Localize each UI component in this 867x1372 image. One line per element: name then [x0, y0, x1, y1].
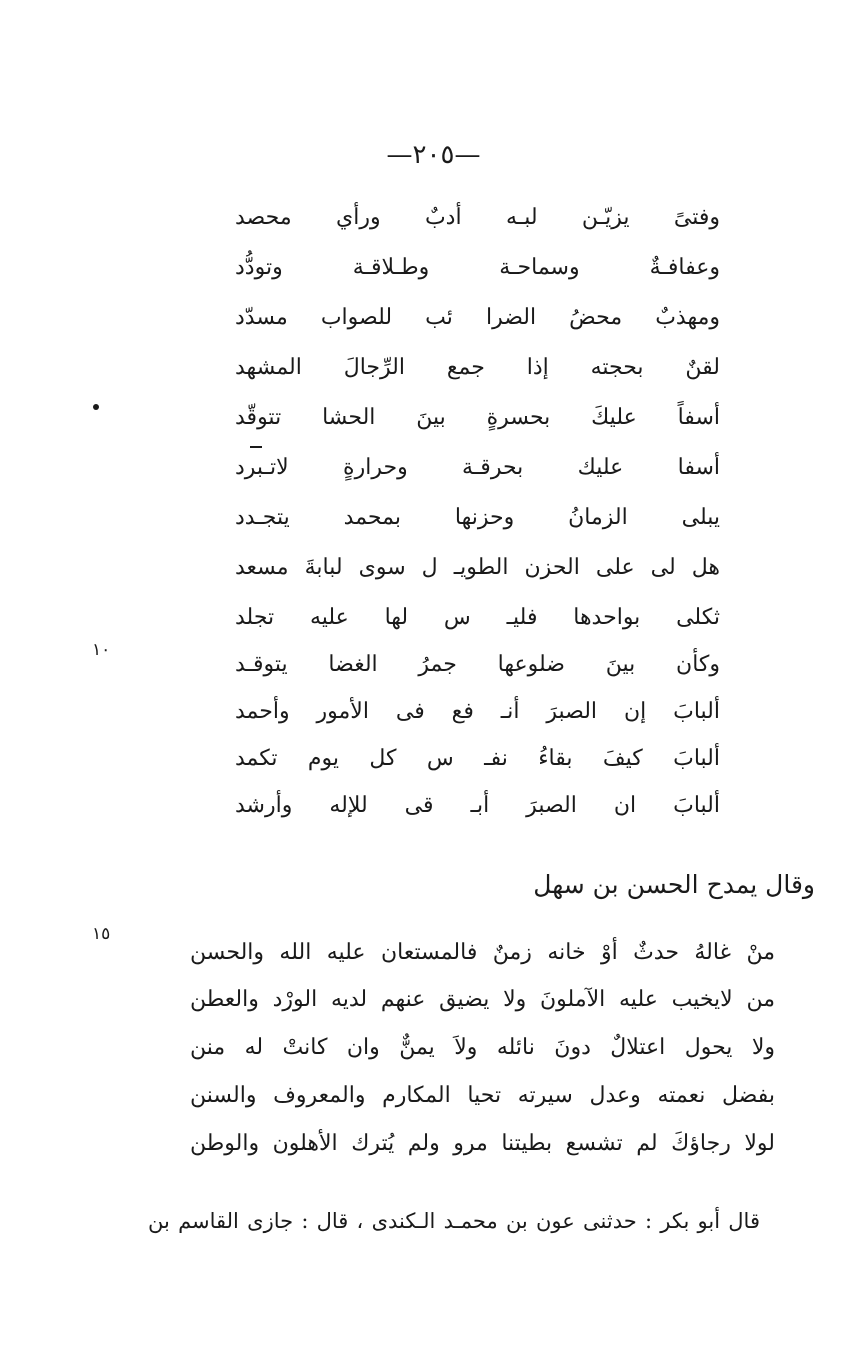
page-number: —٢٠٥— — [386, 140, 481, 170]
verse-line: وفتىً يزيّـن لبـه أدبٌ ورأي محصد — [235, 205, 720, 230]
verse-line: هل لى على الحزن الطويـ ل سوى لبابةَ مسعد — [235, 555, 720, 580]
line-number-marker: ١٥ — [92, 924, 111, 944]
verse-line: لولا رجاؤكَ لم تشسع بطيتنا مرو ولم يُترك الأهلون والوطن — [190, 1131, 775, 1156]
verse-line: ألبابَ ان الصبرَ أبـ قى للإله وأرشد — [235, 793, 720, 818]
verse-line: منْ غالهُ حدثٌ أوْ خانه زمنٌ فالمستعان عليه الله والحسن — [190, 940, 775, 965]
verse-line: أسفا عليك بحرقـة وحرارةٍ لاتـبرد — [235, 455, 720, 480]
line-number-marker: ١٠ — [92, 640, 111, 660]
margin-tick — [250, 446, 262, 448]
verse-line: بفضل نعمته وعدل سيرته تحيا المكارم والمعروف والسنن — [190, 1083, 775, 1108]
margin-dot — [93, 404, 99, 410]
verse-line: وكأن بينَ ضلوعها جمرُ الغضا يتوقـد — [235, 652, 720, 677]
verse-line: من لايخيب عليه الآملونَ ولا يضيق عنهم لديه الورْد والعطن — [190, 987, 775, 1012]
verse-line: ألبابَ إن الصبرَ أنـ فع فى الأمور وأحمد — [235, 699, 720, 724]
verse-line: يبلى الزمانُ وحزنها بمحمد يتجـدد — [235, 505, 720, 530]
verse-line: ثكلى بواحدها فليـ س لها عليه تجلد — [235, 605, 720, 630]
verse-line: ولا يحول اعتلالٌ دونَ نائله ولاَ يمنٌّ وان كانتْ له منن — [190, 1035, 775, 1060]
verse-line: ومهذبٌ محضُ الضرا ئب للصواب مسدّد — [235, 305, 720, 330]
section-heading: وقال يمدح الحسن بن سهل — [533, 870, 815, 899]
prose-line: قال أبو بكر : حدثنى عون بن محمـد الـكندى ، قال : جازى القاسم بن — [148, 1209, 760, 1233]
verse-line: وعفافـةٌ وسماحـة وطـلاقـة وتودُّد — [235, 255, 720, 280]
verse-line: ألبابَ كيفَ بقاءُ نفـ س كل يوم تكمد — [235, 746, 720, 771]
verse-line: أسفاً عليكَ بحسرةٍ بينَ الحشا تتوقّد — [235, 405, 720, 430]
verse-line: لقنٌ بحجته إذا جمع الرِّجالَ المشهد — [235, 355, 720, 380]
